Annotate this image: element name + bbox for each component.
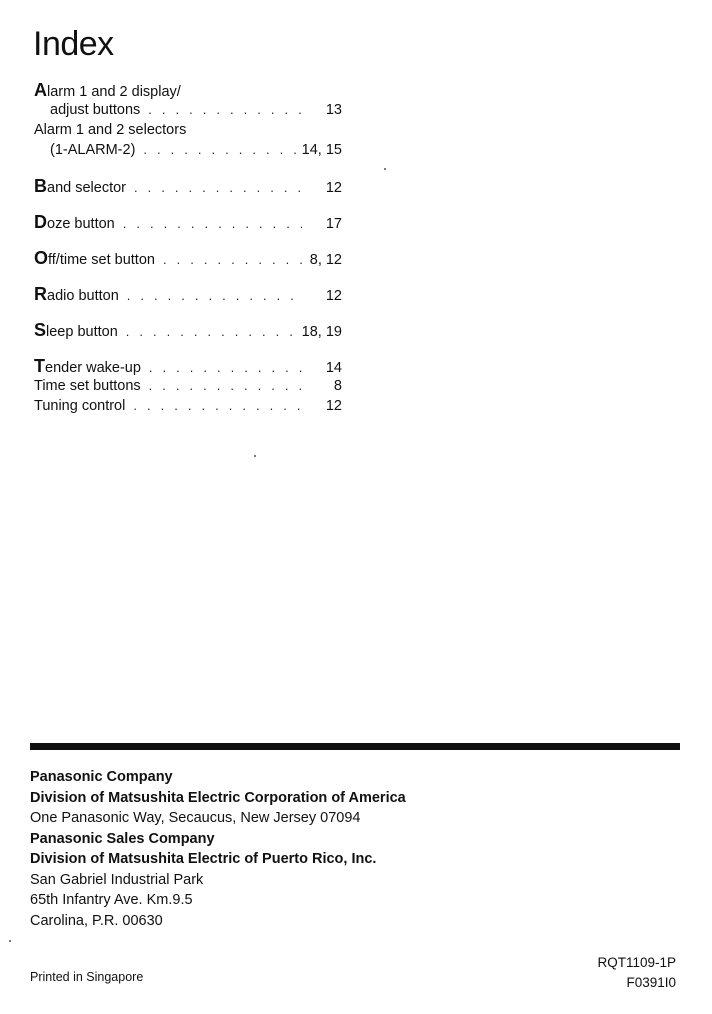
document-codes	[597, 953, 676, 993]
model-code: RQT1109-1P	[597, 955, 676, 970]
scan-speck	[384, 168, 386, 170]
dot-leader	[126, 322, 296, 342]
index-term	[34, 376, 141, 396]
dot-leader	[149, 358, 302, 378]
index-term	[34, 80, 181, 102]
scan-speck	[9, 940, 11, 942]
index-term-text: Alarm 1 and 2 selectors	[34, 122, 187, 138]
index-page-numbers: 8	[333, 378, 342, 394]
dot-leader	[149, 376, 302, 396]
address-line-1: San Gabriel Industrial Park	[30, 871, 204, 888]
index-entry	[34, 100, 344, 120]
index-entry-line	[34, 284, 344, 306]
index-entry-line	[34, 140, 344, 160]
page-title: Index	[33, 25, 114, 63]
company-division: Division of Matsushita Electric Corporation of America	[30, 789, 406, 806]
index-entry-line	[34, 212, 344, 234]
company-street: One Panasonic Way, Secaucus, New Jersey 07094	[30, 810, 361, 826]
sales-company-division: Division of Matsushita Electric of Puerto Rico, Inc.	[30, 851, 377, 867]
index-term	[34, 212, 115, 234]
index-entry-line	[34, 176, 344, 198]
dot-leader	[143, 140, 295, 160]
index-group-t	[34, 356, 344, 416]
index-term-text: adjust buttons	[50, 102, 141, 118]
index-term	[34, 176, 126, 198]
index-term-text: and selector	[47, 180, 126, 196]
index-initial-letter: R	[34, 284, 47, 304]
index-term	[34, 320, 118, 342]
index-term	[34, 356, 141, 378]
index-entry	[34, 248, 344, 268]
index-entry	[34, 176, 344, 196]
company-name: Panasonic Company	[30, 769, 173, 785]
index-term-text: (1-ALARM-2)	[50, 142, 136, 158]
index-list	[34, 80, 344, 432]
index-group-o	[34, 248, 344, 268]
index-term-text: Time set buttons	[34, 378, 141, 394]
index-entry-line	[34, 80, 344, 102]
index-entry	[34, 320, 344, 340]
index-page-numbers: 12	[325, 180, 342, 196]
index-page-numbers: 17	[325, 216, 342, 232]
index-group-b	[34, 176, 344, 196]
index-initial-letter: A	[34, 80, 47, 100]
printed-in-note: Printed in Singapore	[30, 970, 144, 984]
index-entry-line	[34, 356, 344, 378]
index-entry	[34, 212, 344, 232]
index-entry-line	[34, 248, 344, 270]
address-line-3: Carolina, P.R. 00630	[30, 912, 163, 929]
dot-leader	[123, 214, 302, 234]
company-address-block	[30, 767, 406, 931]
reference-code: F0391I0	[626, 975, 676, 990]
dot-leader	[163, 250, 302, 270]
index-page-numbers: 12	[325, 398, 342, 414]
dot-leader	[133, 396, 302, 416]
index-entry	[34, 284, 344, 304]
index-entry	[34, 396, 344, 416]
index-page-numbers: 14, 15	[301, 142, 342, 158]
index-initial-letter: O	[34, 248, 49, 268]
index-entry-line	[34, 396, 344, 416]
index-term	[50, 100, 140, 120]
index-entry	[34, 80, 344, 100]
index-entry-line	[34, 320, 344, 342]
sales-company-name: Panasonic Sales Company	[30, 830, 215, 847]
index-term	[34, 248, 155, 270]
index-initial-letter: B	[34, 176, 47, 196]
index-entry-line	[34, 120, 344, 140]
index-page-numbers: 8, 12	[309, 252, 342, 268]
index-term	[34, 120, 186, 140]
index-entry-line	[34, 100, 344, 120]
index-term	[34, 284, 119, 306]
index-initial-letter: S	[34, 320, 47, 340]
index-term	[50, 140, 135, 160]
index-term-text: oze button	[47, 216, 115, 232]
index-term-text: leep button	[46, 324, 118, 340]
address-line-2: 65th Infantry Ave. Km.9.5	[30, 892, 193, 908]
scan-speck	[254, 455, 256, 457]
index-entry	[34, 120, 344, 140]
index-group-d	[34, 212, 344, 232]
index-entry	[34, 356, 344, 376]
index-group-a	[34, 80, 344, 160]
index-initial-letter: D	[34, 212, 47, 232]
index-entry-line	[34, 376, 344, 396]
dot-leader	[148, 100, 302, 120]
index-term-text: larm 1 and 2 display/	[47, 84, 181, 100]
index-term-text: ender wake-up	[45, 360, 141, 376]
index-page-numbers: 18, 19	[301, 324, 342, 340]
dot-leader	[134, 178, 302, 198]
index-group-s	[34, 320, 344, 340]
index-entry	[34, 376, 344, 396]
index-entry	[34, 140, 344, 160]
index-group-r	[34, 284, 344, 304]
index-initial-letter: T	[34, 356, 45, 376]
index-term-text: adio button	[47, 288, 119, 304]
index-term-text: ff/time set button	[48, 252, 155, 268]
index-page-numbers: 12	[325, 288, 342, 304]
index-page-numbers: 13	[325, 102, 342, 118]
horizontal-rule	[30, 743, 680, 750]
index-term-text: Tuning control	[34, 398, 126, 414]
index-term	[34, 396, 125, 416]
dot-leader	[127, 286, 302, 306]
index-page-numbers: 14	[325, 360, 342, 376]
